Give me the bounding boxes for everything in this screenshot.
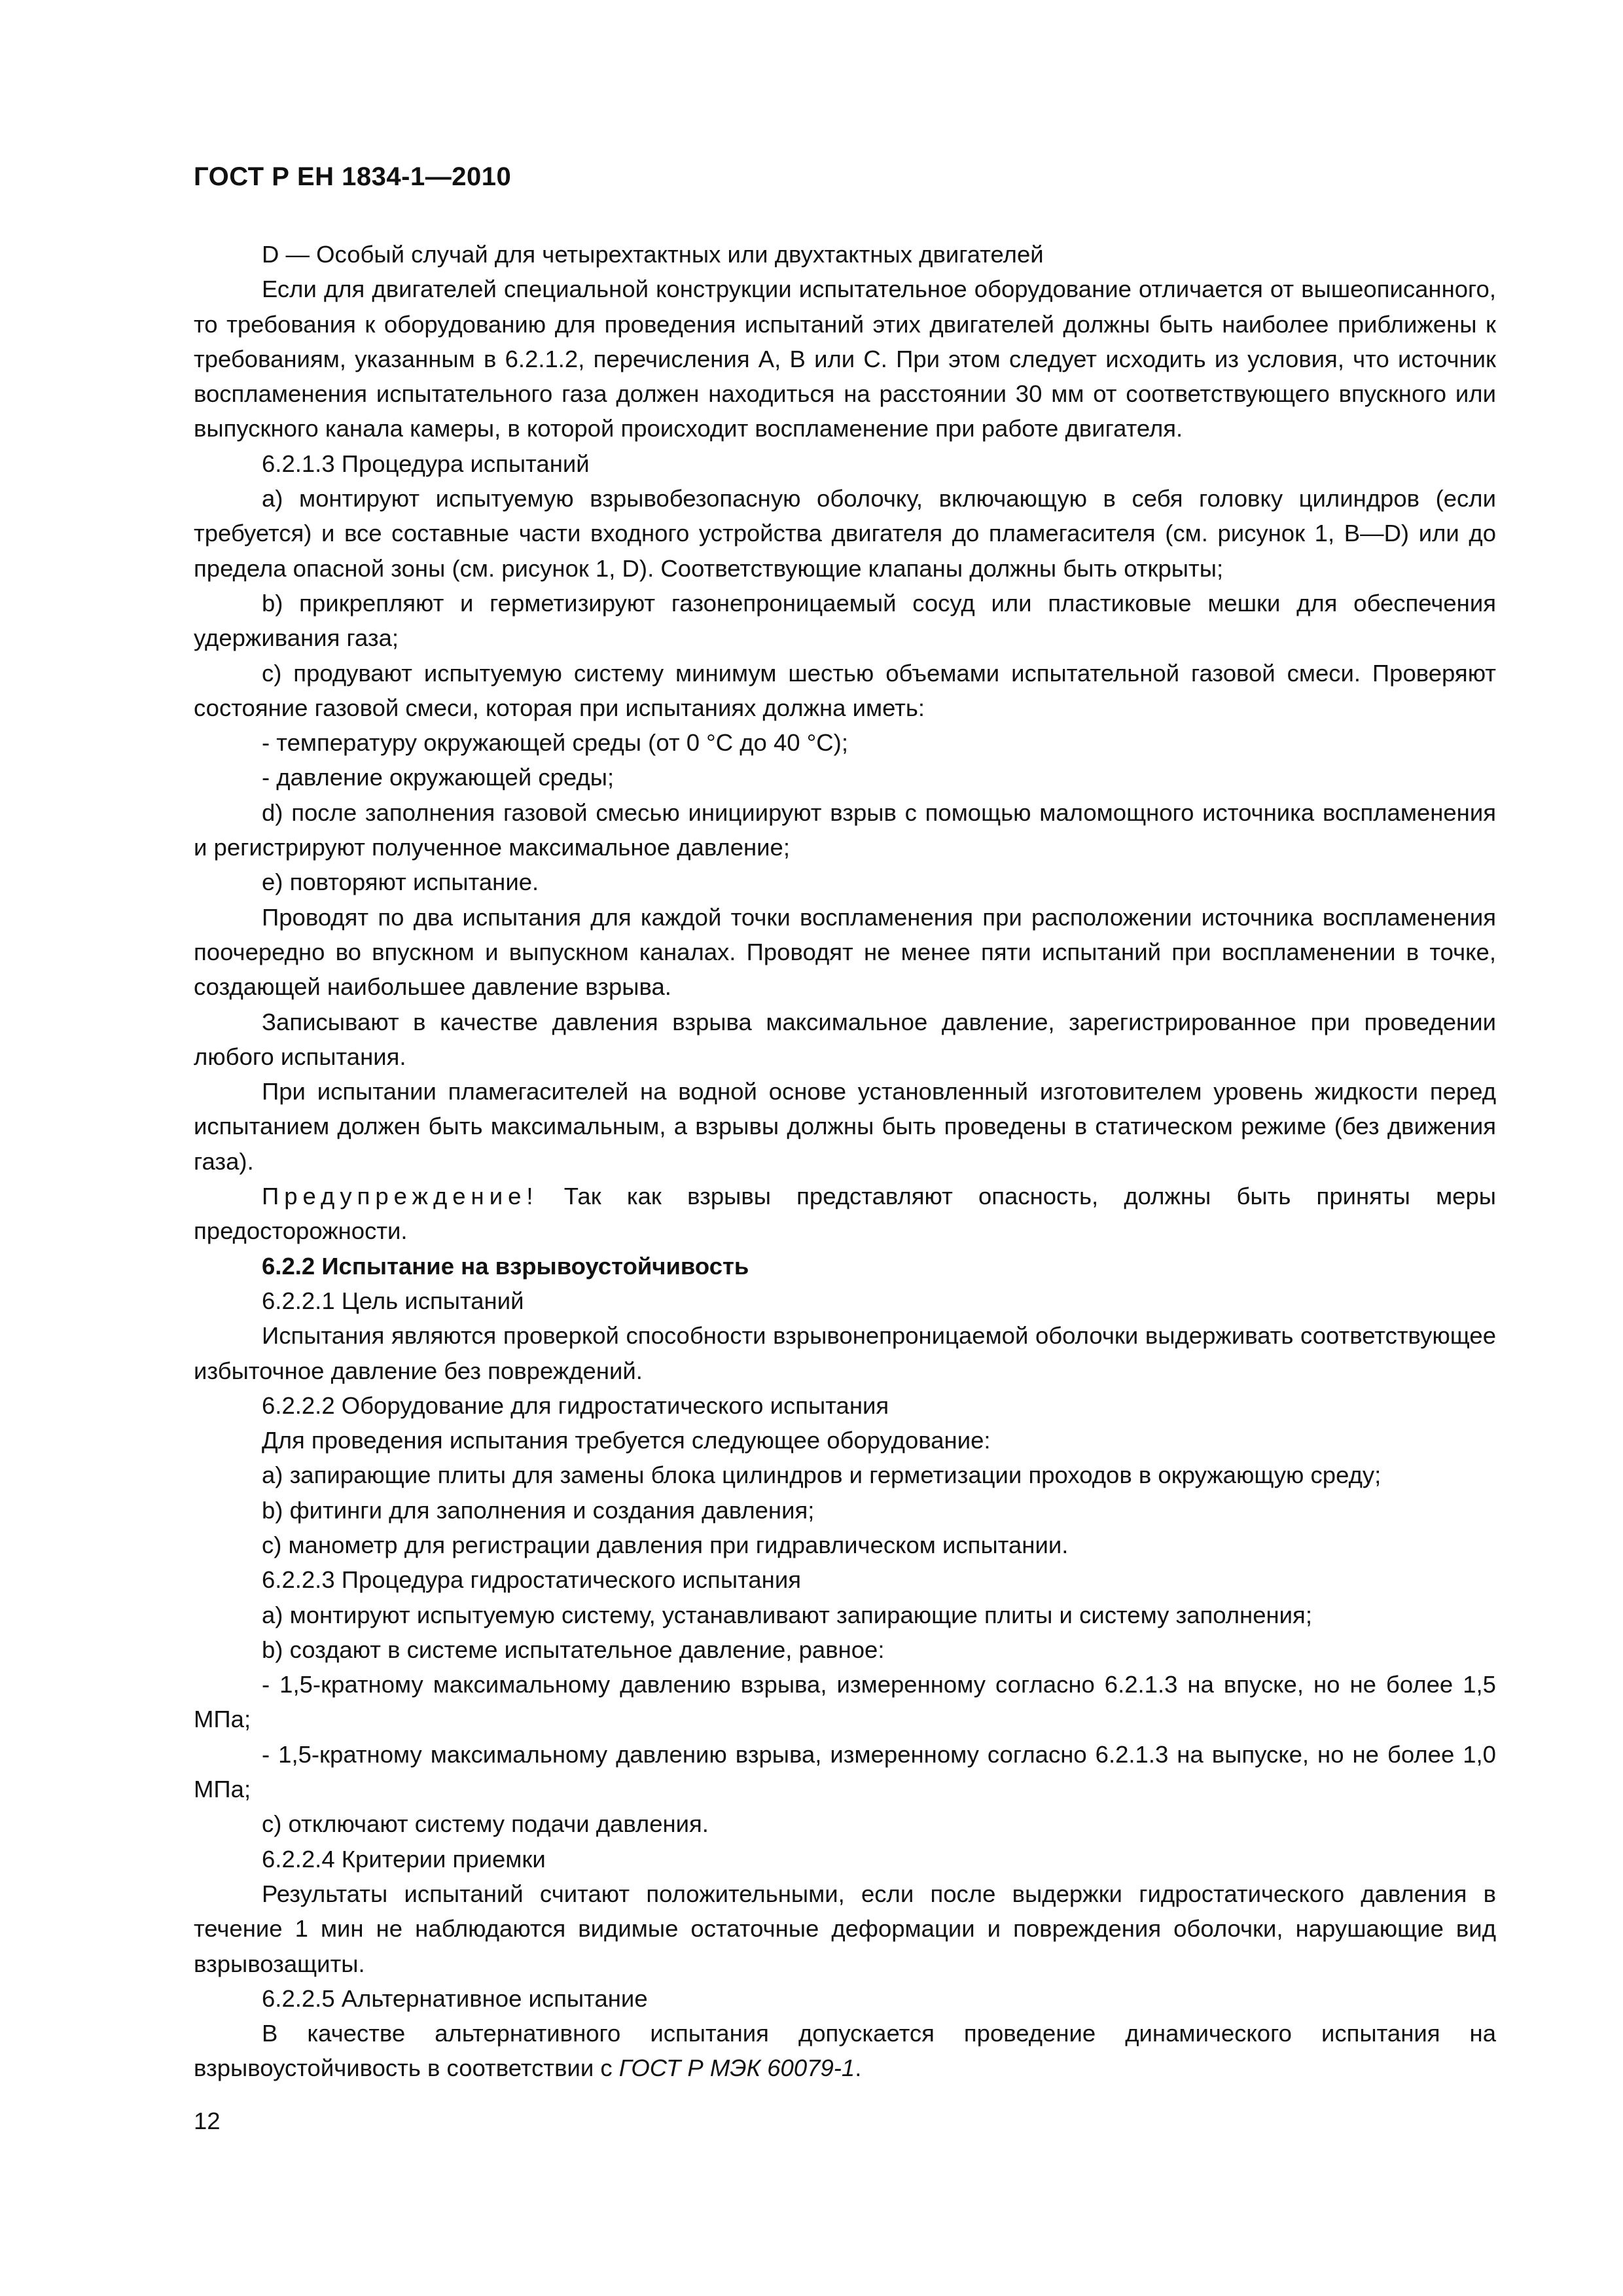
section-heading-6-2-2-1: 6.2.2.1 Цель испытаний [262, 1287, 524, 1314]
warning-text: Так как взрывы представляют опасность, должны быть приняты меры предосторожности. [194, 1183, 1496, 1245]
document-header: ГОСТ Р ЕН 1834-1—2010 [194, 162, 512, 191]
dash-item-inlet: - 1,5-кратному максимальному давлению взрыва, измеренному согласно 6.2.1.3 на впуске, но не более 1,5 МПа; [194, 1671, 1496, 1733]
section-heading-6-2-1-3: 6.2.1.3 Процедура испытаний [262, 450, 590, 477]
procedure-item-b: b) создают в системе испытательное давление, равное: [262, 1636, 885, 1663]
dash-item-pressure: - давление окружающей среды; [262, 764, 615, 791]
paragraph-record-pressure: Записывают в качестве давления взрыва максимальное давление, зарегистрированное при проведении любого испытания. [194, 1008, 1496, 1070]
paragraph-equipment-intro: Для проведения испытания требуется следующее оборудование: [262, 1427, 991, 1454]
section-heading-6-2-2: 6.2.2 Испытание на взрывоустойчивость [262, 1252, 749, 1280]
equipment-item-a: а) запирающие плиты для замены блока цилиндров и герметизации проходов в окружающую среду; [262, 1462, 1382, 1489]
page-number: 12 [194, 2108, 221, 2134]
procedure-item-a: а) монтируют испытуемую систему, устанавливают запирающие плиты и систему заполнения; [262, 1601, 1312, 1628]
list-item-d: d) после заполнения газовой смесью инициируют взрыв с помощью маломощного источника воспламенения и регистрируют полученное максимальное давление; [194, 798, 1496, 861]
list-item-e: e) повторяют испытание. [262, 869, 539, 896]
standard-reference: ГОСТ Р МЭК 60079-1 [618, 2054, 855, 2082]
paragraph-warning [194, 1179, 1496, 1249]
list-item-a: а) монтируют испытуемую взрывобезопасную оболочку, включающую в себя головку цилиндров (если требуется) и все составные части входного устройства двигателя до пламегасителя (см. рисунок 1, В—D) или до предела опасной зоны (см. рисунок 1, D). Соответствующие клапаны должны быть открыты; [194, 485, 1496, 582]
paragraph-two-tests: Проводят по два испытания для каждой точки воспламенения при расположении источника воспламенения поочередно во впускном и выпускном каналах. Проводят не менее пяти испытаний при воспламенении в точке, создающей наибольшее давление взрыва. [194, 903, 1496, 1001]
paragraph-special-design: Если для двигателей специальной конструкции испытательное оборудование отличается от вышеописанного, то требования к оборудованию для проведения испытаний этих двигателей должны быть наиболее приближены к требованиям, указанным в 6.2.1.2, перечисления А, В или С. При этом следует исходить из условия, что источник воспламенения испытательного газа должен находиться на расстоянии 30 мм от соответствующего впускного или выпускного канала камеры, в которой происходит воспламенение при работе двигателя. [194, 276, 1496, 442]
procedure-item-c: с) отключают систему подачи давления. [262, 1810, 709, 1838]
alternative-text: В качестве альтернативного испытания допускается проведение динамического испытания на взрывоустойчивость в соответствии с [194, 2020, 1496, 2082]
section-heading-6-2-2-2: 6.2.2.2 Оборудование для гидростатического испытания [262, 1391, 889, 1419]
paragraph-water-based: При испытании пламегасителей на водной основе установленный изготовителем уровень жидкости перед испытанием должен быть максимальным, а взрывы должны быть проведены в статическом режиме (без движения газа). [194, 1078, 1496, 1175]
list-item-b: b) прикрепляют и герметизируют газонепроницаемый сосуд или пластиковые мешки для обеспечения удерживания газа; [194, 589, 1496, 652]
section-heading-6-2-2-4: 6.2.2.4 Критерии приемки [262, 1845, 546, 1873]
document-body [194, 237, 1496, 2086]
paragraph-test-purpose: Испытания являются проверкой способности взрывонепроницаемой оболочки выдерживать соответствующее избыточное давление без повреждений. [194, 1322, 1496, 1384]
equipment-item-c: с) манометр для регистрации давления при гидравлическом испытании. [262, 1531, 1069, 1558]
paragraph-acceptance: Результаты испытаний считают положительными, если после выдержки гидростатического давления в течение 1 мин не наблюдаются видимые остаточные деформации и повреждения оболочки, нарушающие вид взрывозащиты. [194, 1880, 1496, 1977]
section-heading-6-2-2-5: 6.2.2.5 Альтернативное испытание [262, 1984, 648, 2012]
section-heading-6-2-2-3: 6.2.2.3 Процедура гидростатического испытания [262, 1566, 801, 1594]
warning-label: Предупреждение! [262, 1183, 539, 1210]
dash-item-temperature: - температуру окружающей среды (от 0 °С до 40 °С); [262, 729, 848, 757]
paragraph-case-d: D — Особый случай для четырехтактных или двухтактных двигателей [262, 241, 1044, 268]
paragraph-alternative [194, 2016, 1496, 2086]
equipment-item-b: b) фитинги для заполнения и создания давления; [262, 1496, 815, 1524]
list-item-c: с) продувают испытуемую систему минимум шестью объемами испытательной газовой смеси. Проверяют состояние газовой смеси, которая при испытаниях должна иметь: [194, 659, 1496, 721]
alternative-end: . [855, 2054, 862, 2082]
dash-item-outlet: - 1,5-кратному максимальному давлению взрыва, измеренному согласно 6.2.1.3 на выпуске, но не более 1,0 МПа; [194, 1740, 1496, 1803]
